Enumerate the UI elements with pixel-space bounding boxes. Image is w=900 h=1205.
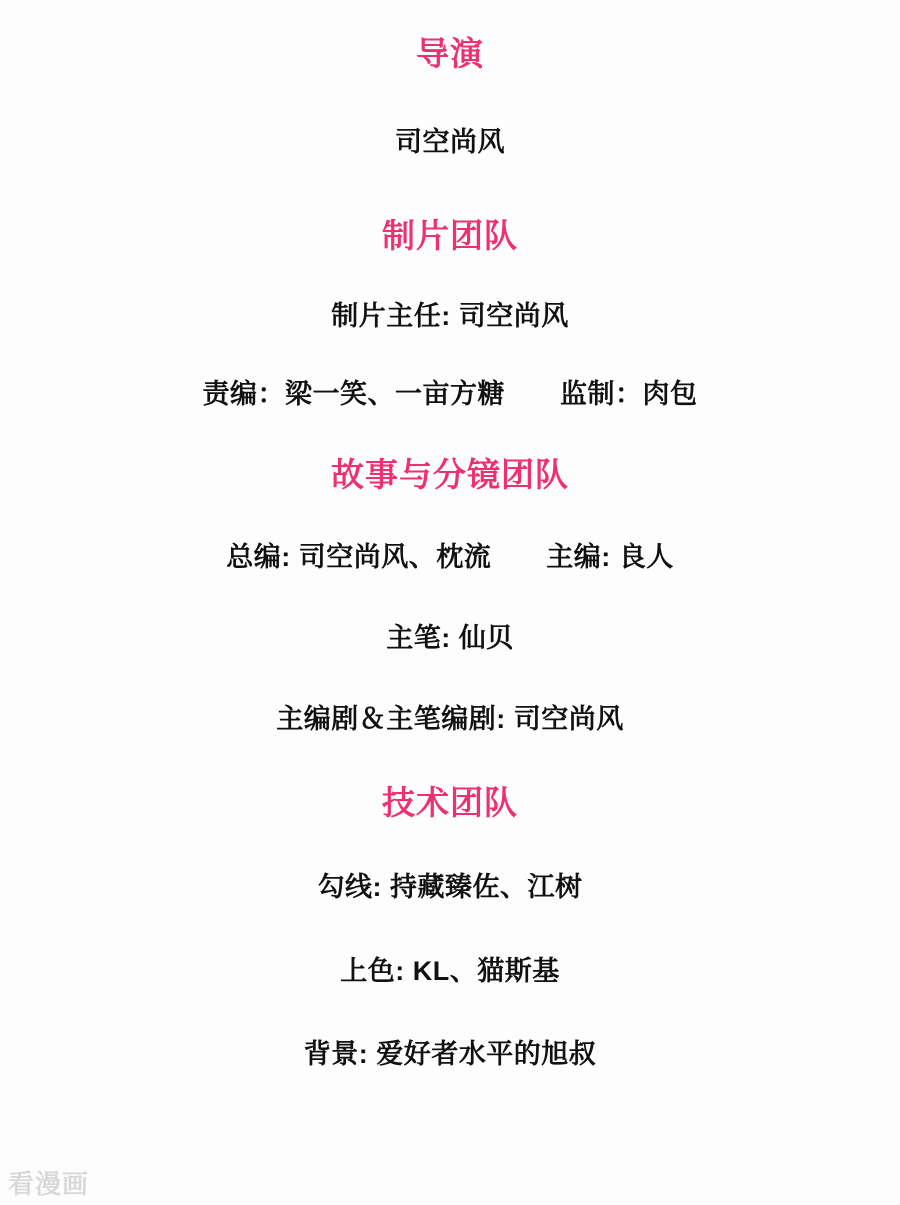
credit-line-story-2: 主笔: 仙贝	[386, 622, 514, 653]
credit-line-tech-1: 勾线: 持藏臻佐、江树	[317, 871, 583, 902]
credit-line-story-3: 主编剧＆主笔编剧: 司空尚风	[276, 703, 624, 734]
section-title-director: 导演	[416, 35, 484, 72]
credits-section-producer	[0, 216, 900, 411]
credit-line-producer-1: 制片主任: 司空尚风	[331, 300, 569, 331]
section-title-producer: 制片团队	[382, 217, 518, 255]
credits-section-director	[0, 34, 900, 159]
credit-line-story-1: 总编: 司空尚风、枕流 主编: 良人	[226, 542, 674, 573]
credits-section-story	[0, 455, 900, 736]
credit-line-producer-2: 责编：梁一笑、一亩方糖 监制：肉包	[202, 378, 698, 409]
section-title-tech: 技术团队	[382, 784, 518, 822]
credit-line-director-1: 司空尚风	[395, 126, 505, 157]
credit-line-tech-3: 背景: 爱好者水平的旭叔	[303, 1039, 597, 1070]
section-title-story: 故事与分镜团队	[331, 456, 569, 494]
credits-section-tech	[0, 783, 900, 1072]
watermark: 看漫画	[8, 1169, 90, 1199]
credit-line-tech-2: 上色: KL、猫斯基	[340, 955, 560, 986]
